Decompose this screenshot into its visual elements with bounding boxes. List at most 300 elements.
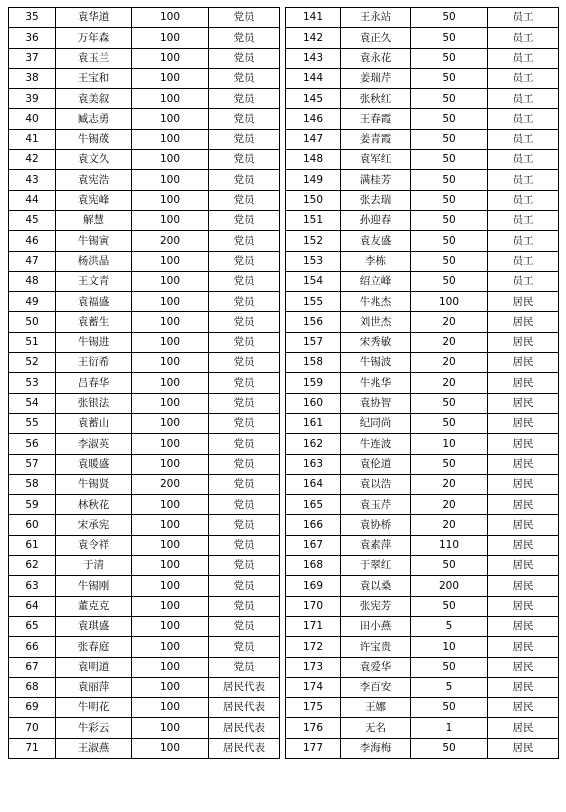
row-number: 36 — [9, 28, 56, 48]
donation-amount: 110 — [411, 535, 488, 555]
row-number: 162 — [286, 434, 341, 454]
row-number: 42 — [9, 150, 56, 170]
member-type: 员工 — [488, 68, 559, 88]
table-row — [9, 170, 280, 190]
row-number: 67 — [9, 657, 56, 677]
donation-amount: 20 — [411, 312, 488, 332]
person-name: 袁军红 — [341, 150, 411, 170]
person-name: 袁协智 — [341, 393, 411, 413]
person-name: 王衍希 — [56, 353, 132, 373]
row-number: 50 — [9, 312, 56, 332]
member-type: 居民 — [488, 657, 559, 677]
row-number: 142 — [286, 28, 341, 48]
member-type: 党员 — [209, 332, 280, 352]
member-type: 党员 — [209, 556, 280, 576]
donation-amount: 20 — [411, 353, 488, 373]
table-row — [286, 454, 559, 474]
donation-amount: 50 — [411, 251, 488, 271]
table-row — [9, 556, 280, 576]
table-row — [9, 312, 280, 332]
row-number: 56 — [9, 434, 56, 454]
row-number: 59 — [9, 495, 56, 515]
row-number: 54 — [9, 393, 56, 413]
row-number: 152 — [286, 231, 341, 251]
row-number: 174 — [286, 677, 341, 697]
donation-amount: 100 — [132, 353, 209, 373]
member-type: 员工 — [488, 129, 559, 149]
donation-amount: 50 — [411, 8, 488, 28]
person-name: 牛锡寅 — [56, 231, 132, 251]
member-type: 党员 — [209, 68, 280, 88]
donation-amount: 20 — [411, 515, 488, 535]
person-name: 刘世杰 — [341, 312, 411, 332]
donation-amount: 10 — [411, 434, 488, 454]
person-name: 袁美叙 — [56, 89, 132, 109]
table-row — [286, 393, 559, 413]
donation-amount: 100 — [132, 271, 209, 291]
table-row — [286, 515, 559, 535]
member-type: 党员 — [209, 129, 280, 149]
table-row — [286, 312, 559, 332]
member-type: 居民代表 — [209, 677, 280, 697]
person-name: 宋秀敏 — [341, 332, 411, 352]
member-type: 党员 — [209, 271, 280, 291]
row-number: 47 — [9, 251, 56, 271]
member-type: 员工 — [488, 170, 559, 190]
table-row — [286, 28, 559, 48]
row-number: 144 — [286, 68, 341, 88]
row-number: 154 — [286, 271, 341, 291]
member-type: 居民代表 — [209, 698, 280, 718]
member-type: 员工 — [488, 109, 559, 129]
donation-amount: 50 — [411, 28, 488, 48]
person-name: 袁协桥 — [341, 515, 411, 535]
table-row — [286, 637, 559, 657]
row-number: 68 — [9, 677, 56, 697]
donation-amount: 50 — [411, 698, 488, 718]
member-type: 党员 — [209, 454, 280, 474]
member-type: 居民 — [488, 353, 559, 373]
row-number: 43 — [9, 170, 56, 190]
table-row — [286, 738, 559, 758]
person-name: 牛锡荿 — [56, 129, 132, 149]
person-name: 张宪芳 — [341, 596, 411, 616]
row-number: 46 — [9, 231, 56, 251]
member-type: 党员 — [209, 637, 280, 657]
table-row — [286, 616, 559, 636]
left-donation-table — [8, 7, 280, 759]
member-type: 员工 — [488, 251, 559, 271]
person-name: 李海梅 — [341, 738, 411, 758]
table-row — [286, 190, 559, 210]
member-type: 党员 — [209, 576, 280, 596]
table-row — [9, 454, 280, 474]
row-number: 65 — [9, 616, 56, 636]
member-type: 党员 — [209, 596, 280, 616]
row-number: 157 — [286, 332, 341, 352]
member-type: 党员 — [209, 393, 280, 413]
person-name: 孙迎春 — [341, 210, 411, 230]
table-row — [286, 129, 559, 149]
row-number: 170 — [286, 596, 341, 616]
table-row — [286, 170, 559, 190]
donation-amount: 50 — [411, 48, 488, 68]
table-row — [286, 677, 559, 697]
member-type: 居民 — [488, 677, 559, 697]
donation-amount: 100 — [132, 190, 209, 210]
member-type: 党员 — [209, 495, 280, 515]
table-row — [9, 271, 280, 291]
donation-amount: 200 — [411, 576, 488, 596]
row-number: 176 — [286, 718, 341, 738]
donation-amount: 50 — [411, 657, 488, 677]
person-name: 袁明道 — [56, 657, 132, 677]
member-type: 居民 — [488, 576, 559, 596]
donation-amount: 100 — [411, 292, 488, 312]
person-name: 牛连波 — [341, 434, 411, 454]
row-number: 158 — [286, 353, 341, 373]
person-name: 李淑英 — [56, 434, 132, 454]
person-name: 袁友盛 — [341, 231, 411, 251]
table-row — [9, 393, 280, 413]
person-name: 王文青 — [56, 271, 132, 291]
table-row — [286, 231, 559, 251]
donation-amount: 20 — [411, 495, 488, 515]
person-name: 袁宪浩 — [56, 170, 132, 190]
table-row — [9, 576, 280, 596]
member-type: 党员 — [209, 190, 280, 210]
donation-amount: 20 — [411, 373, 488, 393]
member-type: 居民 — [488, 393, 559, 413]
table-row — [9, 616, 280, 636]
member-type: 党员 — [209, 515, 280, 535]
member-type: 党员 — [209, 170, 280, 190]
table-row — [286, 413, 559, 433]
table-row — [286, 292, 559, 312]
person-name: 袁丽萍 — [56, 677, 132, 697]
person-name: 牛兆杰 — [341, 292, 411, 312]
person-name: 袁琪盛 — [56, 616, 132, 636]
table-row — [9, 637, 280, 657]
row-number: 39 — [9, 89, 56, 109]
row-number: 41 — [9, 129, 56, 149]
table-row — [9, 292, 280, 312]
row-number: 168 — [286, 556, 341, 576]
donation-amount: 50 — [411, 454, 488, 474]
table-row — [9, 698, 280, 718]
table-row — [9, 129, 280, 149]
donation-amount: 10 — [411, 637, 488, 657]
member-type: 党员 — [209, 292, 280, 312]
donation-amount: 100 — [132, 210, 209, 230]
donation-amount: 50 — [411, 129, 488, 149]
member-type: 党员 — [209, 657, 280, 677]
person-name: 杨洪晶 — [56, 251, 132, 271]
table-row — [286, 698, 559, 718]
person-name: 袁文久 — [56, 150, 132, 170]
person-name: 吕春华 — [56, 373, 132, 393]
donation-amount: 100 — [132, 616, 209, 636]
donation-amount: 5 — [411, 616, 488, 636]
donation-amount: 100 — [132, 393, 209, 413]
person-name: 绍立峰 — [341, 271, 411, 291]
donation-amount: 100 — [132, 68, 209, 88]
row-number: 167 — [286, 535, 341, 555]
table-row — [286, 353, 559, 373]
member-type: 员工 — [488, 28, 559, 48]
person-name: 袁素萍 — [341, 535, 411, 555]
member-type: 居民代表 — [209, 738, 280, 758]
donation-amount: 100 — [132, 413, 209, 433]
row-number: 40 — [9, 109, 56, 129]
table-row — [9, 8, 280, 28]
row-number: 171 — [286, 616, 341, 636]
member-type: 党员 — [209, 616, 280, 636]
donation-amount: 50 — [411, 170, 488, 190]
member-type: 居民 — [488, 515, 559, 535]
table-row — [9, 373, 280, 393]
person-name: 董克克 — [56, 596, 132, 616]
row-number: 70 — [9, 718, 56, 738]
table-row — [9, 657, 280, 677]
donation-amount: 50 — [411, 596, 488, 616]
donation-amount: 100 — [132, 535, 209, 555]
donation-amount: 100 — [132, 373, 209, 393]
row-number: 52 — [9, 353, 56, 373]
row-number: 172 — [286, 637, 341, 657]
member-type: 党员 — [209, 210, 280, 230]
person-name: 袁以浩 — [341, 474, 411, 494]
table-row — [9, 596, 280, 616]
table-row — [286, 373, 559, 393]
person-name: 满桂芳 — [341, 170, 411, 190]
person-name: 李栋 — [341, 251, 411, 271]
member-type: 居民 — [488, 332, 559, 352]
member-type: 居民 — [488, 535, 559, 555]
table-row — [286, 210, 559, 230]
person-name: 臧志勇 — [56, 109, 132, 129]
donation-amount: 50 — [411, 89, 488, 109]
row-number: 64 — [9, 596, 56, 616]
table-row — [9, 109, 280, 129]
person-name: 张银法 — [56, 393, 132, 413]
donation-amount: 100 — [132, 515, 209, 535]
row-number: 44 — [9, 190, 56, 210]
member-type: 党员 — [209, 434, 280, 454]
member-type: 党员 — [209, 251, 280, 271]
member-type: 居民 — [488, 596, 559, 616]
right-donation-table — [285, 7, 559, 759]
person-name: 王永站 — [341, 8, 411, 28]
person-name: 袁正久 — [341, 28, 411, 48]
person-name: 姜瑞芹 — [341, 68, 411, 88]
table-row — [9, 677, 280, 697]
table-row — [286, 718, 559, 738]
member-type: 员工 — [488, 231, 559, 251]
row-number: 62 — [9, 556, 56, 576]
row-number: 55 — [9, 413, 56, 433]
member-type: 党员 — [209, 8, 280, 28]
person-name: 李百安 — [341, 677, 411, 697]
table-row — [286, 89, 559, 109]
person-name: 袁蓄山 — [56, 413, 132, 433]
row-number: 35 — [9, 8, 56, 28]
table-row — [286, 596, 559, 616]
member-type: 居民 — [488, 637, 559, 657]
person-name: 袁华道 — [56, 8, 132, 28]
donation-amount: 100 — [132, 312, 209, 332]
row-number: 53 — [9, 373, 56, 393]
member-type: 党员 — [209, 535, 280, 555]
table-row — [9, 251, 280, 271]
donation-amount: 100 — [132, 637, 209, 657]
member-type: 居民 — [488, 616, 559, 636]
table-row — [9, 535, 280, 555]
row-number: 166 — [286, 515, 341, 535]
donation-amount: 50 — [411, 393, 488, 413]
donation-amount: 100 — [132, 109, 209, 129]
table-row — [9, 413, 280, 433]
person-name: 张秋红 — [341, 89, 411, 109]
row-number: 161 — [286, 413, 341, 433]
row-number: 147 — [286, 129, 341, 149]
donation-amount: 200 — [132, 231, 209, 251]
donation-amount: 50 — [411, 556, 488, 576]
table-row — [286, 271, 559, 291]
donation-amount: 100 — [132, 332, 209, 352]
member-type: 员工 — [488, 271, 559, 291]
member-type: 居民 — [488, 312, 559, 332]
member-type: 党员 — [209, 413, 280, 433]
row-number: 63 — [9, 576, 56, 596]
donation-amount: 100 — [132, 8, 209, 28]
table-row — [286, 109, 559, 129]
person-name: 牛锡进 — [56, 332, 132, 352]
person-name: 袁玉兰 — [56, 48, 132, 68]
donation-amount: 100 — [132, 495, 209, 515]
table-row — [286, 8, 559, 28]
table-row — [9, 210, 280, 230]
person-name: 田小燕 — [341, 616, 411, 636]
donation-amount: 100 — [132, 150, 209, 170]
donation-amount: 100 — [132, 596, 209, 616]
left-table-body — [9, 8, 280, 759]
row-number: 145 — [286, 89, 341, 109]
member-type: 居民代表 — [209, 718, 280, 738]
donation-amount: 50 — [411, 271, 488, 291]
donation-amount: 100 — [132, 434, 209, 454]
table-row — [9, 48, 280, 68]
member-type: 员工 — [488, 150, 559, 170]
person-name: 张春庭 — [56, 637, 132, 657]
person-name: 王娜 — [341, 698, 411, 718]
person-name: 袁以桑 — [341, 576, 411, 596]
person-name: 袁蓄生 — [56, 312, 132, 332]
table-row — [9, 353, 280, 373]
person-name: 袁暖盛 — [56, 454, 132, 474]
donation-amount: 50 — [411, 413, 488, 433]
donation-amount: 100 — [132, 677, 209, 697]
donation-amount: 50 — [411, 150, 488, 170]
row-number: 159 — [286, 373, 341, 393]
row-number: 60 — [9, 515, 56, 535]
row-number: 141 — [286, 8, 341, 28]
table-row — [286, 495, 559, 515]
table-row — [9, 150, 280, 170]
member-type: 居民 — [488, 413, 559, 433]
table-row — [9, 474, 280, 494]
donation-amount: 100 — [132, 251, 209, 271]
table-row — [9, 68, 280, 88]
table-row — [9, 190, 280, 210]
member-type: 员工 — [488, 210, 559, 230]
member-type: 居民 — [488, 698, 559, 718]
donation-amount: 100 — [132, 292, 209, 312]
donation-amount: 100 — [132, 170, 209, 190]
member-type: 员工 — [488, 48, 559, 68]
donation-amount: 100 — [132, 698, 209, 718]
donation-amount: 50 — [411, 190, 488, 210]
donation-amount: 50 — [411, 68, 488, 88]
person-name: 牛锡贤 — [56, 474, 132, 494]
table-row — [286, 48, 559, 68]
donation-amount: 100 — [132, 657, 209, 677]
row-number: 160 — [286, 393, 341, 413]
row-number: 146 — [286, 109, 341, 129]
person-name: 袁宪峰 — [56, 190, 132, 210]
member-type: 员工 — [488, 89, 559, 109]
member-type: 党员 — [209, 231, 280, 251]
table-row — [286, 434, 559, 454]
person-name: 于翠红 — [341, 556, 411, 576]
donation-amount: 100 — [132, 718, 209, 738]
person-name: 牛兆华 — [341, 373, 411, 393]
person-name: 王春霞 — [341, 109, 411, 129]
person-name: 张去瑞 — [341, 190, 411, 210]
table-row — [9, 495, 280, 515]
row-number: 177 — [286, 738, 341, 758]
person-name: 无名 — [341, 718, 411, 738]
table-row — [286, 556, 559, 576]
row-number: 155 — [286, 292, 341, 312]
row-number: 57 — [9, 454, 56, 474]
table-row — [286, 150, 559, 170]
table-row — [286, 251, 559, 271]
donation-amount: 100 — [132, 89, 209, 109]
member-type: 居民 — [488, 495, 559, 515]
donation-amount: 50 — [411, 738, 488, 758]
row-number: 58 — [9, 474, 56, 494]
person-name: 解慧 — [56, 210, 132, 230]
table-row — [9, 515, 280, 535]
row-number: 165 — [286, 495, 341, 515]
person-name: 万年森 — [56, 28, 132, 48]
person-name: 于清 — [56, 556, 132, 576]
row-number: 66 — [9, 637, 56, 657]
row-number: 150 — [286, 190, 341, 210]
row-number: 37 — [9, 48, 56, 68]
person-name: 袁爱华 — [341, 657, 411, 677]
donation-amount: 100 — [132, 738, 209, 758]
table-row — [9, 89, 280, 109]
row-number: 148 — [286, 150, 341, 170]
row-number: 169 — [286, 576, 341, 596]
member-type: 居民 — [488, 373, 559, 393]
member-type: 居民 — [488, 738, 559, 758]
person-name: 纪同尚 — [341, 413, 411, 433]
member-type: 员工 — [488, 190, 559, 210]
person-name: 姜青霞 — [341, 129, 411, 149]
